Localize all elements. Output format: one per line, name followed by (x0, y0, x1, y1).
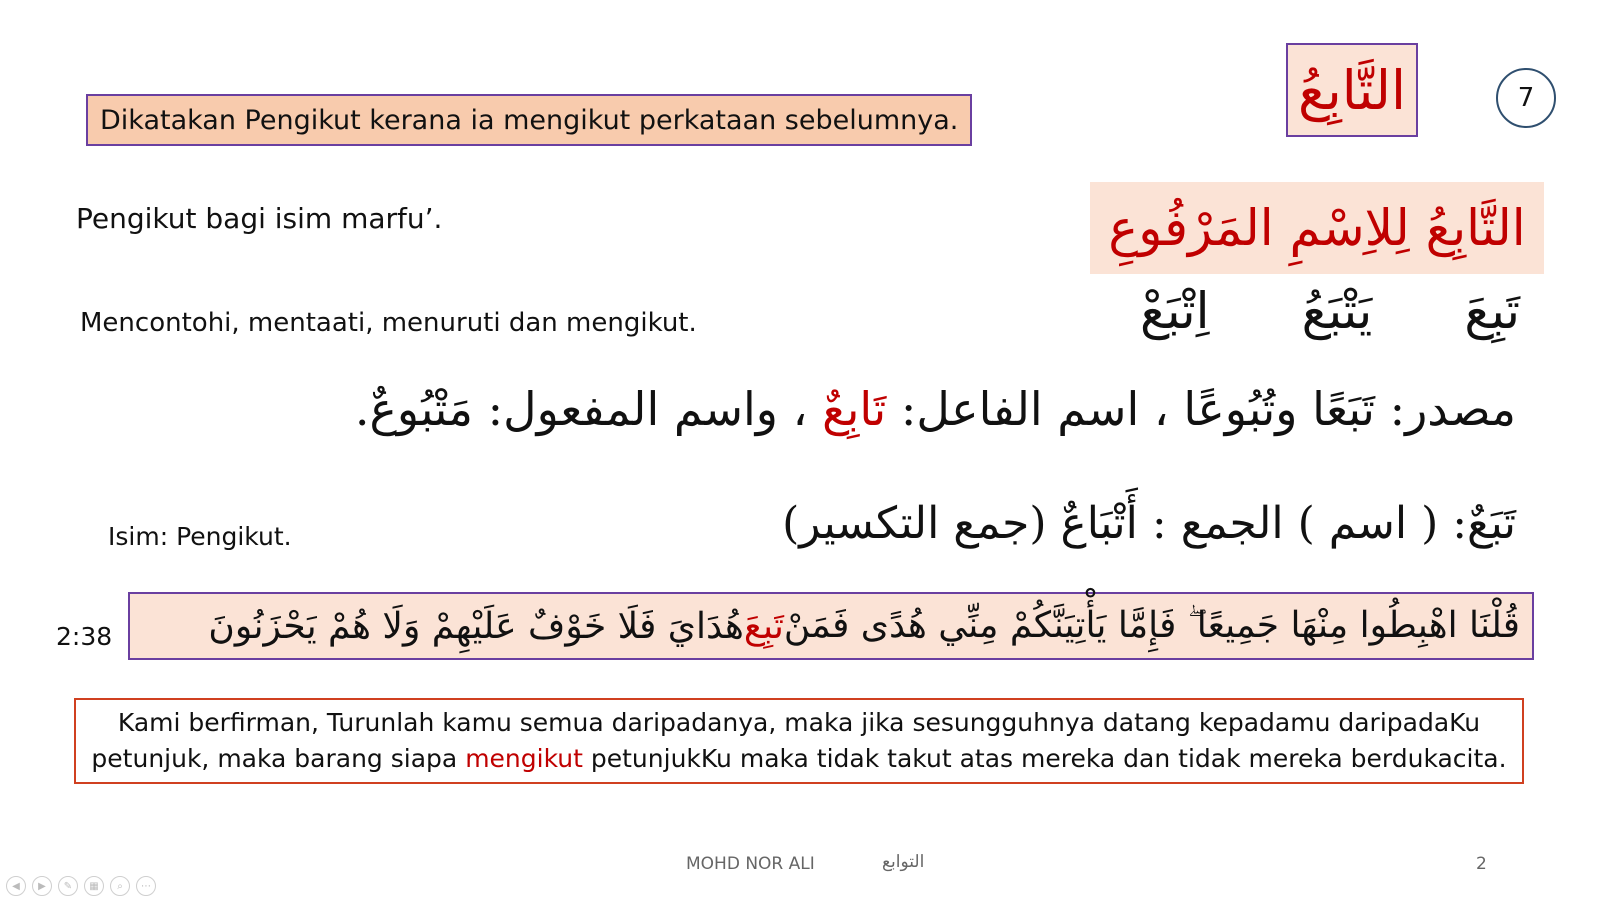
slideshow-controls (6, 876, 156, 896)
isim-translation: Isim: Pengikut. (108, 522, 292, 551)
verse-box (128, 592, 1534, 660)
masdar-line (355, 382, 1516, 436)
definition-text: Dikatakan Pengikut kerana ia mengikut perkataan sebelumnya. (100, 104, 959, 136)
masdar-part2: ، واسم المفعول: مَتْبُوعٌ. (354, 382, 823, 436)
translation-line-1: Kami berfirman, Turunlah kamu semua daripadanya, maka jika sesungguhnya datang kepadamu daripadaKu (117, 708, 1481, 737)
verse-highlight: تَبِعَ (743, 605, 784, 647)
definition-box (86, 94, 972, 146)
slides-grid-icon[interactable]: ▦ (84, 876, 104, 896)
footer-topic: التوابع (882, 852, 925, 872)
title-arabic: التَّابِعُ (1286, 43, 1418, 137)
verb-forms (1140, 282, 1520, 340)
masdar-fail-highlight: تَابِعٌ (822, 382, 887, 436)
verb-imperative: اِتْبَعْ (1140, 282, 1210, 340)
translation-line-2-part2: petunjukKu maka tidak takut atas mereka dan tidak mereka berdukacita. (582, 744, 1507, 773)
translation-line-2 (76, 741, 1522, 777)
isim-line: تَبَعٌ: ( اسم ) الجمع : أَتْبَاعٌ (جمع التكسير) (782, 498, 1516, 549)
verse-part2: هُدَايَ فَلَا خَوْفٌ عَلَيْهِمْ وَلَا هُمْ يَحْزَنُونَ (208, 605, 744, 647)
translation-line-2-part1: petunjuk, maka barang siapa (91, 744, 466, 773)
verbs-translation: Mencontohi, mentaati, menuruti dan mengikut. (80, 308, 697, 338)
subtitle-translation: Pengikut bagi isim marfu’. (76, 202, 443, 235)
pen-icon[interactable]: ✎ (58, 876, 78, 896)
footer-page-number: 2 (1476, 854, 1487, 874)
verb-present: يَتْبَعُ (1301, 282, 1373, 340)
footer-author: MOHD NOR ALI (686, 854, 815, 874)
slide-number-badge: 7 (1496, 68, 1556, 128)
translation-highlight: mengikut (465, 744, 583, 773)
previous-slide-icon[interactable]: ◀ (6, 876, 26, 896)
verse-translation-box (74, 698, 1524, 784)
masdar-part1: مصدر: تَبَعًا وتُبُوعًا ، اسم الفاعل: (886, 382, 1516, 436)
zoom-icon[interactable]: ⌕ (110, 876, 130, 896)
more-options-icon[interactable]: ⋯ (136, 876, 156, 896)
next-slide-icon[interactable]: ▶ (32, 876, 52, 896)
verse-reference: 2:38 (56, 622, 113, 651)
subtitle-arabic: التَّابِعُ لِلاِسْمِ المَرْفُوعِ (1090, 182, 1544, 274)
verb-past: تَبِعَ (1464, 282, 1520, 340)
verse-part1: قُلْنَا اهْبِطُوا مِنْهَا جَمِيعًا ۖ فَإِمَّا يَأْتِيَنَّكُمْ مِنِّي هُدًى فَمَنْ (783, 605, 1520, 646)
